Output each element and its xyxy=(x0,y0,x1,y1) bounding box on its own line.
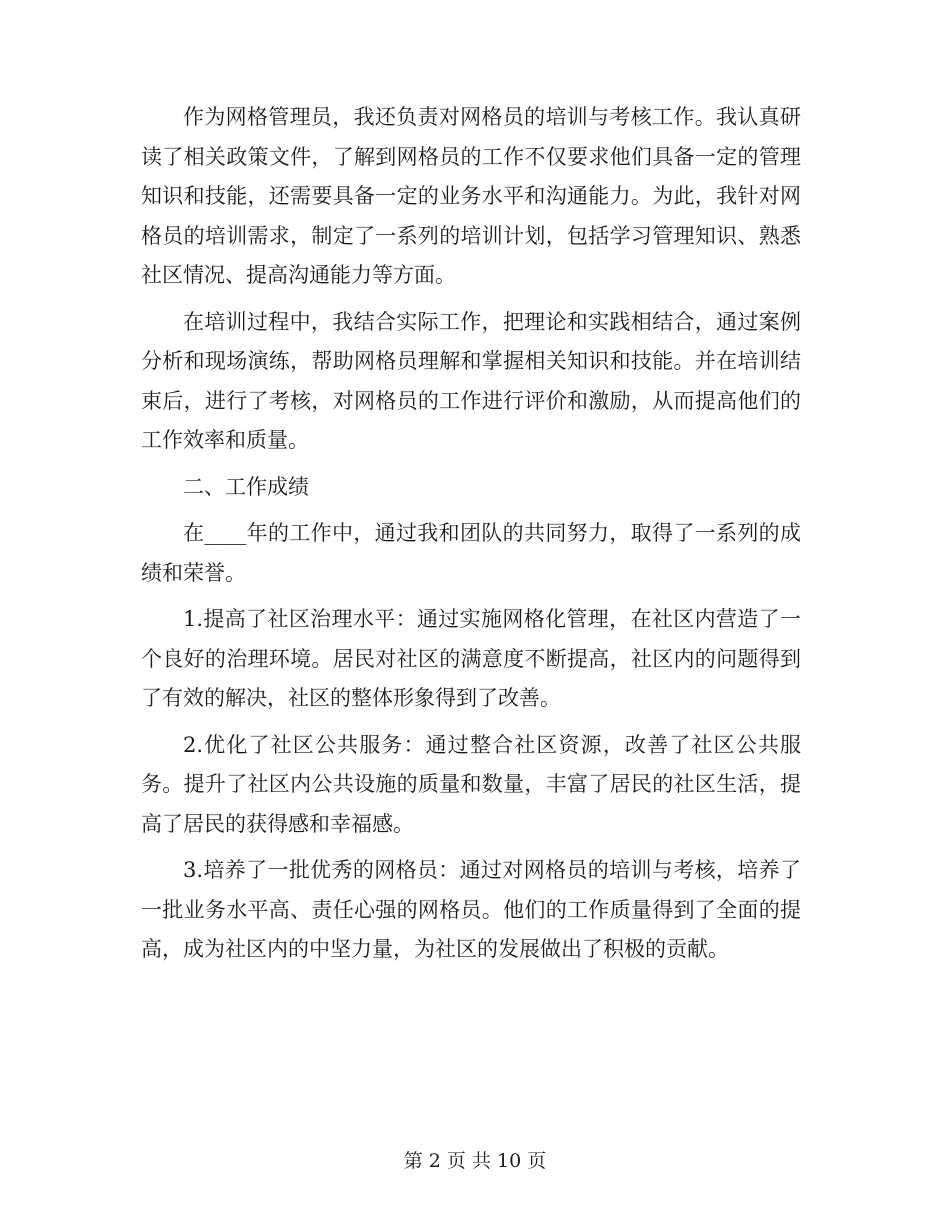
document-body xyxy=(141,98,801,977)
paragraph-achievements-intro: 在____年的工作中，通过我和团队的共同努力，取得了一系列的成绩和荣誉。 xyxy=(141,521,801,585)
paragraph-achievement-3: 3.培养了一批优秀的网格员：通过对网格员的培训与考核，培养了一批业务水平高、责任心强的网格员。他们的工作质量得到了全面的提高，成为社区内的中坚力量，为社区的发展做出了积极的贡献。 xyxy=(141,858,801,961)
paragraph-training-duties: 作为网格管理员，我还负责对网格员的培训与考核工作。我认真研读了相关政策文件，了解到网格员的工作不仅要求他们具备一定的管理知识和技能，还需要具备一定的业务水平和沟通能力。为此，我针对网格员的培训需求，制定了一系列的培训计划，包括学习管理知识、熟悉社区情况、提高沟通能力等方面。 xyxy=(141,105,801,287)
paragraph-achievement-1: 1.提高了社区治理水平：通过实施网格化管理，在社区内营造了一个良好的治理环境。居民对社区的满意度不断提高，社区内的问题得到了有效的解决，社区的整体形象得到了改善。 xyxy=(141,607,801,710)
section-heading-work-achievements: 二、工作成绩 xyxy=(183,474,309,499)
paragraph-training-process: 在培训过程中，我结合实际工作，把理论和实践相结合，通过案例分析和现场演练，帮助网格员理解和掌握相关知识和技能。并在培训结束后，进行了考核，对网格员的工作进行评价和激励，从而提高他们的工作效率和质量。 xyxy=(141,309,801,452)
page-number-footer: 第 2 页 共 10 页 xyxy=(403,1150,547,1172)
paragraph-achievement-2: 2.优化了社区公共服务：通过整合社区资源，改善了社区公共服务。提升了社区内公共设施的质量和数量，丰富了居民的社区生活，提高了居民的获得感和幸福感。 xyxy=(141,732,801,836)
